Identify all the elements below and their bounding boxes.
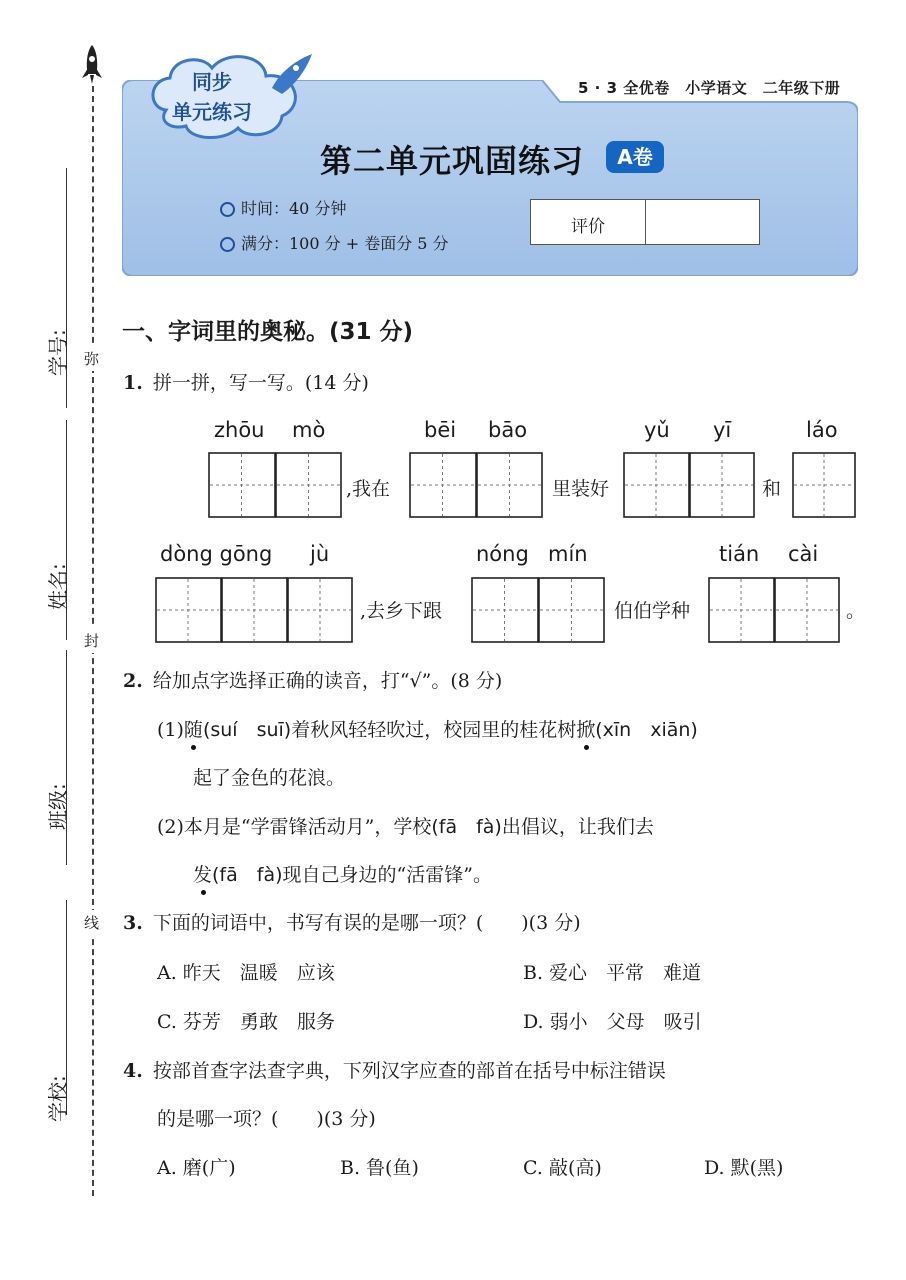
score-info — [220, 231, 449, 254]
q4-number: 4. — [123, 1060, 143, 1082]
time-text: 时间：40 分钟 — [241, 199, 347, 218]
q2-number: 2. — [123, 670, 143, 692]
q3-prompt: 下面的词语中，书写有误的是哪一项？( )(3 分) — [152, 912, 581, 934]
writing-grid-beibao[interactable] — [409, 452, 543, 518]
school-label: 学校: — [46, 1075, 70, 1122]
row2-connector-1: ,去乡下跟 — [360, 600, 443, 622]
pinyin-lao: láo — [806, 418, 838, 442]
dotted-char-fa: 发 — [193, 864, 213, 886]
question-2 — [123, 666, 502, 693]
q2-item2-line2: 发(fā fà)现自己身边的“活雷锋”。 — [193, 864, 492, 886]
writing-grid-nongmin[interactable] — [471, 577, 605, 643]
q2-item1-options[interactable]: (suí suī) — [202, 719, 292, 741]
q2-item2-options[interactable]: (fā fà) — [431, 816, 502, 838]
row1-connector-1: ,我在 — [346, 478, 391, 500]
clock-icon — [220, 202, 235, 217]
q4-prompt-line2: 的是哪一项？( )(3 分) — [157, 1108, 376, 1130]
writing-grid-donggongju[interactable] — [155, 577, 353, 643]
dotted-char-sui: 随 — [183, 719, 203, 741]
section-heading: 一、字词里的奥秘。(31 分) — [122, 319, 414, 345]
pinyin-min: mín — [548, 542, 588, 566]
dotted-char-xian: 掀 — [576, 719, 596, 741]
pinyin-nong: nóng — [476, 542, 529, 566]
check-circle-icon — [220, 237, 235, 252]
q1-number: 1. — [123, 372, 143, 394]
class-label: 班级: — [46, 783, 70, 830]
writing-grid-yuyi[interactable] — [623, 452, 755, 518]
title-tag: A卷 — [606, 141, 664, 173]
q2-item1-line1: (1)随(suí suī)着秋风轻轻吹过，校园里的桂花树掀(xīn xiān) — [157, 719, 698, 741]
q3-option-a[interactable]: A. 昨天 温暖 应该 — [157, 962, 335, 984]
question-4 — [123, 1056, 666, 1083]
pinyin-zhou: zhōu — [214, 418, 265, 442]
pinyin-ju: jù — [310, 542, 330, 566]
q2-item2-line1: (2)本月是“学雷锋活动月”，学校(fā fà)出倡议，让我们去 — [157, 816, 654, 838]
pinyin-yi: yī — [713, 418, 732, 442]
q4-option-d[interactable]: D. 默(黑) — [704, 1157, 784, 1179]
name-label: 姓名: — [46, 563, 70, 610]
q3-option-c[interactable]: C. 芬芳 勇敢 服务 — [157, 1011, 335, 1033]
q3-option-b[interactable]: B. 爱心 平常 难道 — [523, 962, 702, 984]
pinyin-bao: bāo — [488, 418, 528, 442]
seal-char-feng: 封 — [84, 628, 99, 653]
evaluation-label: 评价 — [571, 217, 605, 237]
row1-connector-3: 和 — [762, 478, 782, 500]
q4-option-b[interactable]: B. 鲁(鱼) — [340, 1157, 419, 1179]
q3-option-d[interactable]: D. 弱小 父母 吸引 — [523, 1011, 702, 1033]
pinyin-donggong: dòng gōng — [160, 542, 273, 566]
score-text: 满分：100 分 + 卷面分 5 分 — [241, 234, 449, 253]
question-3 — [123, 908, 581, 935]
q3-number: 3. — [123, 912, 143, 934]
pinyin-mo: mò — [292, 418, 326, 442]
pinyin-yu: yǔ — [644, 418, 670, 442]
q2-item1-options-2[interactable]: (xīn xiān) — [595, 719, 698, 741]
page-title: 第二单元巩固练习 — [320, 142, 585, 180]
seal-char-xian: 线 — [84, 910, 99, 935]
row1-connector-2: 里装好 — [552, 478, 610, 500]
q4-option-a[interactable]: A. 磨(广) — [157, 1157, 236, 1179]
q2-item1-line2: 起了金色的花浪。 — [193, 767, 346, 789]
writing-grid-lao[interactable] — [792, 452, 856, 518]
seal-char-mi: 弥 — [84, 346, 99, 371]
badge-line1: 同步 — [192, 70, 232, 94]
q1-prompt: 拼一拼，写一写。(14 分) — [152, 372, 369, 394]
row2-connector-2: 伯伯学种 — [614, 600, 691, 622]
series-info: 5 · 3 全优卷 小学语文 二年级下册 — [578, 79, 841, 97]
evaluation-box — [530, 199, 760, 245]
q2-item2-options-2[interactable]: (fā fà) — [212, 864, 283, 886]
rocket-icon — [80, 44, 104, 86]
q4-option-c[interactable]: C. 敲(高) — [523, 1157, 602, 1179]
q2-prompt: 给加点字选择正确的读音，打“√”。(8 分) — [152, 670, 503, 692]
time-info — [220, 196, 346, 219]
q4-prompt-line1: 按部首查字法查字典，下列汉字应查的部首在括号中标注错误 — [152, 1060, 666, 1082]
pinyin-bei: bēi — [424, 418, 457, 442]
pinyin-cai: cài — [788, 542, 819, 566]
badge-line2: 单元练习 — [172, 100, 252, 124]
writing-grid-tiancai[interactable] — [708, 577, 840, 643]
row2-connector-3: 。 — [846, 600, 866, 622]
pinyin-tian: tián — [719, 542, 760, 566]
question-1 — [123, 368, 369, 395]
student-number-label: 学号: — [46, 329, 70, 376]
class-field[interactable] — [66, 650, 67, 865]
writing-grid-zhoumo[interactable] — [208, 452, 342, 518]
